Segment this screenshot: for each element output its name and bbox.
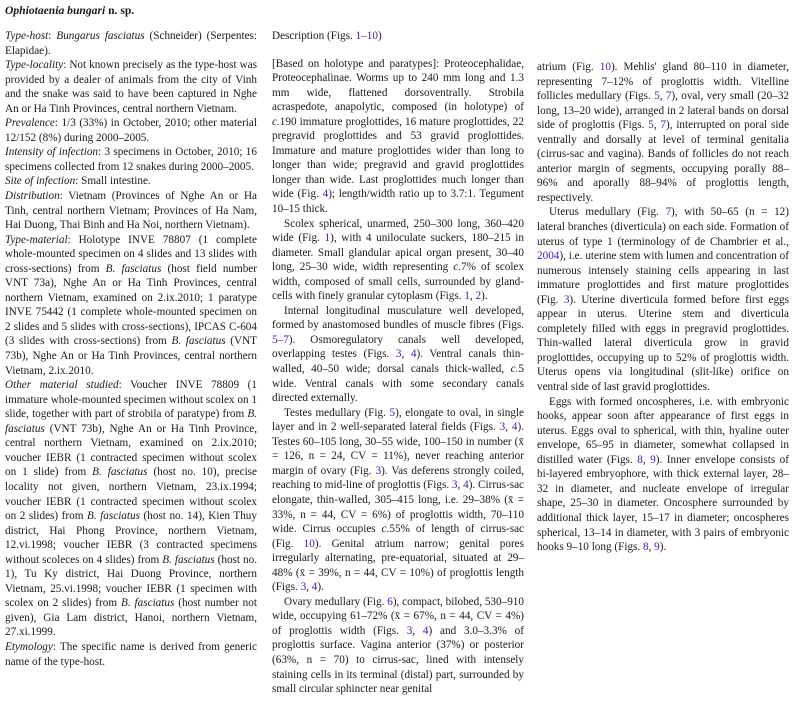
new-species-label: n. sp. bbox=[108, 4, 135, 17]
distribution-field bbox=[5, 189, 257, 233]
description-heading bbox=[272, 29, 524, 44]
field-text: : 1/3 (33%) in October, 2010; other material 12/152 (8%) during 2000–2005. bbox=[5, 117, 257, 144]
field-text: (host no. 10), precise locality not given, northern Vietnam, 23.ix.1994; voucher IEBR (1 contracted specimen without scolex on 2 slides) from bbox=[5, 466, 257, 523]
figure-link[interactable]: 10 bbox=[599, 61, 611, 73]
host-name: B. fasciatus bbox=[162, 553, 215, 566]
field-label: Other material studied bbox=[5, 379, 119, 392]
figure-link[interactable]: 3 bbox=[375, 464, 382, 477]
uterus-paragraph bbox=[537, 205, 789, 394]
field-label: Etymology bbox=[5, 640, 53, 653]
circa-abbrev: c. bbox=[272, 115, 280, 128]
figure-link[interactable]: 4 bbox=[511, 421, 518, 434]
paragraph-text: ). Genital atrium narrow; genital pores irregularly alternating, pre-equatorial, situated at 29–48% (x̄ = 39%, n = 44, CV = 10%) of proglottis length (Figs. bbox=[272, 537, 524, 594]
paragraph-text: 5 wide. Ventral canals with some secondary canals directed externally. bbox=[272, 363, 524, 405]
scolex-paragraph: Scolex spherical, unarmed, 250–300 long, 360–420 wide (Fig. 1), with 4 uniloculate suckers, 180–215 in diameter. Small glandular apical organ present, 30–40 long, 25–30 wide, width representing c.7% of scolex width, composed of small cells, surrounded by gland-cells with finely granular cytoplasm (Figs. 1, 2). bbox=[272, 217, 524, 303]
heading-text: Description (Figs. bbox=[272, 30, 356, 42]
figure-link[interactable]: 1 bbox=[324, 232, 331, 245]
heading-text: ) bbox=[377, 30, 382, 42]
ovary-paragraph: Ovary medullary (Fig. 6), compact, bilobed, 530–910 wide, occupying 61–72% (x̄ = 67%, n = 44, CV = 4%) of proglottis width (Figs. 3, 4) and 3.0–3.3% of proglottis surface. Vagina anterior (37%) or posterior (63%, n = 70) to cirrus-sac, lined with intensely staining cells in its terminal (distal) part, surrounded by small circular sphincter near genital bbox=[272, 595, 524, 696]
figure-link[interactable]: 5 bbox=[654, 90, 660, 103]
paragraph-text: ). Uterine diverticula formed before first eggs appear in uterus. Uterine stem and diverticula completely filled with eggs in pregravid proglottides. Thin-walled lateral diverticula grow in gravid proglottides, occupying up to 52% of proglottis width. Uterus opens via longitudinal (slit-like) orifice on ventral side of last gravid proglottides. bbox=[537, 293, 789, 394]
type-material-field bbox=[5, 233, 257, 378]
citation-link[interactable]: 2004 bbox=[537, 250, 560, 263]
field-text: : Voucher INVE 78809 (1 immature whole-mounted specimen without scolex on 1 slide, together with part of strobila of paratype) from bbox=[5, 379, 257, 421]
host-name: B. fasciatus bbox=[86, 510, 140, 523]
type-host-field: Type-host: Bungarus fasciatus (Schneider) (Serpentes: Elapidae). bbox=[5, 30, 257, 57]
figure-link[interactable]: 4 bbox=[422, 624, 429, 637]
eggs-paragraph: Eggs with formed oncospheres, i.e. with embryonic hooks, appear soon after appearance of first eggs in uterus. Eggs oval to spherical, with thin, hyaline outer envelope, 65–95 in diameter, somewhat collapsed in distilled water (Figs. 8, 9). Inner envelope consists of bi-layered embryophore, with thick external layer, 28–32 in diameter, and nucleate envelope of irregular shape, 25–30 in diameter. Oncosphere surrounded by additional thick layer, 15–17 in diameter; oncospheres spherical, 13–14 in diameter, with 3 pairs of embryonic hooks 9–10 long (Figs. 8, 9). bbox=[537, 395, 789, 554]
field-text: (host no. 14), Kien Thuy district, Hai Phong Province, northern Vietnam, 12.vi.1998; voucher IEBR (3 contracted specimens without scoleces on 4 slides) from bbox=[5, 510, 257, 566]
paragraph-text: ), elongate to oval, in single layer and in 2 well-separated lateral fields (Figs. bbox=[272, 406, 524, 434]
field-label: Site of infection bbox=[5, 175, 76, 188]
paragraph-text: ). Ventral canals thin-walled, 40–50 wide; dorsal canals thick-walled, bbox=[272, 348, 525, 376]
paragraph-text: 190 immature proglottides, 16 mature proglottides, 22 pregravid proglottides and 53 gravid proglottides. Immature and mature proglottides wider than long to longer than wide; pregravid and gravid proglottides longer than wide. Last proglottides much longer than wide (Fig. bbox=[272, 115, 524, 201]
paragraph-text: ) and 3.0–3.3% of proglottis surface. Vagina anterior (37%) or posterior (63%, n = 70) to cirrus-sac, lined with intensely staining cells in its terminal (distal) part, surrounded by small circular sphincter near genital bbox=[272, 624, 524, 696]
circa-abbrev: c. bbox=[381, 523, 390, 536]
paragraph-text: Internal longitudinal musculature well developed, formed by anastomosed bundles of muscle fibres (Figs. bbox=[272, 304, 524, 332]
species-title bbox=[5, 4, 134, 17]
type-locality-field bbox=[5, 58, 257, 116]
field-text: : 3 specimens in October, 2010; 16 specimens collected from 12 snakes during 2000–2005. bbox=[5, 146, 257, 173]
host-name: B. fasciatus bbox=[171, 335, 226, 348]
figure-link[interactable]: 7 bbox=[665, 90, 672, 103]
figure-link[interactable]: 4 bbox=[322, 188, 329, 201]
figure-link[interactable]: 3 bbox=[563, 293, 570, 306]
paragraph-text: ). Testes 60–105 long, 30–55 wide, 100–150 in number (x̄ = 126, n = 24, CV = 11%), never reaching anterior margin of ovary (Fig. bbox=[272, 421, 524, 477]
field-text: (VNT 73b), Nghe An or Ha Tinh Provinces, central northern Vietnam, 2.ix.2010. bbox=[5, 335, 257, 377]
host-name: Bungarus fasciatus bbox=[56, 30, 145, 42]
paragraph-text: Eggs with formed oncospheres, i.e. with embryonic hooks, appear soon after appearance of first eggs in uterus. Eggs oval to spherical, with thin, hyaline outer envelope, 65–95 in diameter, somewhat collapsed in distilled water (Figs. bbox=[537, 395, 789, 466]
paragraph-text: ), with 50–65 (n = 12) lateral branches (diverticula) on each side. Formation of uterus of type 1 (terminology of de Chambrier et al., bbox=[537, 206, 789, 248]
figure-link[interactable]: 3 bbox=[499, 421, 506, 434]
paragraph-text: Uterus medullary (Fig. bbox=[549, 206, 666, 219]
paragraph-text: ). bbox=[659, 541, 667, 554]
figure-link[interactable]: 8 bbox=[637, 453, 643, 466]
paragraph-text: Ovary medullary (Fig. bbox=[284, 595, 388, 608]
field-label: Type-host bbox=[5, 30, 49, 42]
field-text: (host no. 1), Tu Ky district, Hai Duong Province, northern Vietnam, 25.vi.1998; voucher IEBR (1 specimen with scolex on 2 slides) from bbox=[5, 553, 258, 610]
figure-link[interactable]: 1 bbox=[464, 290, 470, 303]
figure-link[interactable]: 5 bbox=[648, 119, 654, 132]
paragraph-text: Scolex spherical, unarmed, 250–300 long, 360–420 wide (Fig. bbox=[272, 217, 524, 245]
field-label: Prevalence bbox=[5, 117, 55, 130]
middle-column bbox=[272, 29, 524, 697]
field-label: Type-material bbox=[5, 233, 68, 246]
paragraph-text: ). bbox=[317, 581, 324, 594]
figure-link[interactable]: 3 bbox=[406, 624, 413, 637]
figure-link[interactable]: 8 bbox=[642, 541, 649, 554]
species-name: Ophiotaenia bungari bbox=[5, 4, 106, 17]
paragraph-text: ), interrupted on poral side ventrally and dorsally at level of terminal genitalia (cirrus-sac and vagina). Bands of follicles do not reach anterior margin of segments, occupying porally 88–96% and aporally 88–94% of proglottis length, respectively. bbox=[537, 119, 789, 204]
field-text: (host number not given), Gia Lam district, Hanoi, northern Vietnam, 27.xi.1999. bbox=[5, 597, 257, 639]
figure-link[interactable]: 5 bbox=[389, 406, 396, 419]
field-text: : The specific name is derived from generic name of the type-host. bbox=[5, 640, 257, 668]
left-column bbox=[5, 29, 257, 669]
circa-abbrev: c. bbox=[510, 363, 519, 376]
paragraph-text: ). Cirrus-sac elongate, thin-walled, 305–415 long, i.e. 29–38% (x̄ = 33%, n = 44, CV = 6%) of proglottis width, 70–110 wide. Cirrus occupies bbox=[272, 479, 525, 536]
figure-link[interactable]: 9 bbox=[654, 541, 660, 554]
paragraph-text: ), with 4 uniloculate suckers, 180–215 in diameter. Small glandular apical organ present, 30–40 long, 25–30 wide, width representing bbox=[272, 232, 524, 274]
musculature-paragraph: Internal longitudinal musculature well developed, formed by anastomosed bundles of muscle fibres (Figs. 5–7). Osmoregulatory canals well developed, overlapping testes (Figs. 3, 4). Ventral canals thin-walled, 40–50 wide; dorsal canals thick-walled, c.5 wide. Ventral canals with some secondary canals directed externally. bbox=[272, 304, 525, 405]
paragraph-text: 55% of length of cirrus-sac (Fig. bbox=[272, 523, 525, 550]
paragraph-text: ). Inner envelope consists of bi-layered embryophore, with thick external layer, 28–32 in diameter, and nucleate envelope of irregular shape, 25–30 in diameter. Oncosphere surrounded by additional thick layer, 15–17 in diameter; oncospheres spherical, 13–14 in diameter, with 3 pairs of embryonic hooks 9–10 long (Figs. bbox=[537, 453, 789, 554]
paragraph-text: Testes medullary (Fig. bbox=[284, 406, 390, 419]
field-label: Type-locality bbox=[5, 59, 64, 72]
paragraph-text: atrium (Fig. bbox=[537, 61, 600, 73]
host-name: B. fasciatus bbox=[92, 466, 148, 479]
field-text: (VNT 73b), Nghe An or Ha Tinh Province, central northern Vietnam, examined on 2.ix.2010; voucher IEBR (1 contracted specimen without scolex on 1 slide) from bbox=[5, 422, 257, 479]
paragraph-text: ). Vas deferens strongly coiled, reaching to mid-line of proglottis (Figs. bbox=[272, 464, 524, 492]
figure-link[interactable]: 1–10 bbox=[355, 30, 378, 42]
paragraph-text: ), compact, bilobed, 530–910 wide, occupying 61–72% (x̄ = 67%, n = 44, CV = 4%) of proglottis width (Figs. bbox=[272, 595, 524, 637]
figure-link[interactable]: 4 bbox=[410, 348, 417, 361]
figure-link[interactable]: 2 bbox=[475, 290, 482, 303]
field-label: Distribution bbox=[5, 190, 60, 203]
etymology-field bbox=[5, 640, 257, 669]
field-text: : Holotype INVE 78807 (1 complete whole-mounted specimen on 4 slides and 13 slides with cross-sections) from bbox=[5, 233, 257, 275]
host-name: B. fasciatus bbox=[105, 262, 162, 275]
description-paragraph-1 bbox=[272, 57, 524, 217]
figure-link[interactable]: 9 bbox=[650, 453, 656, 466]
figure-link[interactable]: 5–7 bbox=[272, 333, 289, 346]
paragraph-text: 7% of scolex width, composed of small cells, surrounded by gland-cells with finely granular cytoplasm (Figs. bbox=[272, 261, 524, 303]
intensity-field bbox=[5, 145, 257, 174]
paragraph-text: ). bbox=[481, 290, 488, 303]
figure-link[interactable]: 3 bbox=[395, 348, 402, 361]
figure-link[interactable]: 3 bbox=[300, 581, 307, 594]
field-text: : Vietnam (Provinces of Nghe An or Ha Tinh, central northern Vietnam; Provinces of Ha Nam, Hai Duong, Thai Binh and Ha Noi, northern Vietnam). bbox=[5, 190, 257, 232]
figure-link[interactable]: 10 bbox=[303, 537, 315, 550]
paragraph-text: [Based on holotype and paratypes]: Proteocephalidae, Proteocephalinae. Worms up to 240 mm long and 1.3 mm wide, flattened dorsoventrally. Strobila acraspedote, anapolytic, composed (in holotype) of bbox=[272, 57, 524, 114]
paragraph-text: ), oval, very small (20–32 long, 13–20 wide), arranged in 2 lateral bands on dorsal side of proglottis (Figs. bbox=[537, 90, 790, 132]
field-text: : Not known precisely as the type-host was provided by a dealer of animals from the city of Vinh and the snake was said to have been captured in Nghe An or Ha Tinh Provinces, central northern Vietnam. bbox=[5, 59, 257, 115]
field-text: : Small intestine. bbox=[75, 175, 151, 188]
field-text: (host field number VNT 73a), Nghe An or Ha Tinh Provinces, central northern Vietnam, examined on 2.ix.2010; 1 paratype INVE 75442 (1 complete whole-mounted specimen on 2 slides and 5 slides with cross-sections), IPCAS C-604 (3 slides with cross-sections) from bbox=[5, 262, 257, 348]
paragraph-text: ), i.e. uterine stem with lumen and concentration of numerous intensely staining cells appearing in last immature proglottides and first mature proglottides (Fig. bbox=[537, 250, 789, 306]
figure-link[interactable]: 4 bbox=[463, 479, 469, 492]
testes-paragraph: Testes medullary (Fig. 5), elongate to oval, in single layer and in 2 well-separated lateral fields (Figs. 3, 4). Testes 60–105 long, 30–55 wide, 100–150 in number (x̄ = 126, n = 24, CV = 11%), never reaching anterior margin of ovary (Fig. 3). Vas deferens strongly coiled, reaching to mid-line of proglottis (Figs. 3, 4). Cirrus-sac elongate, thin-walled, 305–415 long, i.e. 29–38% (x̄ = 33%, n = 44, CV = 6%) of proglottis width, 70–110 wide. Cirrus occupies c.55% of length of cirrus-sac (Fig. 10). Genital atrium narrow; genital pores irregularly alternating, pre-equatorial, situated at 29–48% (x̄ = 39%, n = 44, CV = 10%) of proglottis length (Figs. 3, 4). bbox=[272, 406, 525, 594]
figure-link[interactable]: 7 bbox=[665, 206, 672, 219]
figure-link[interactable]: 4 bbox=[311, 581, 318, 594]
paragraph-text: ). Osmoregulatory canals well developed, overlapping testes (Figs. bbox=[272, 333, 524, 361]
host-name: B. fasciatus bbox=[5, 408, 257, 435]
prevalence-field bbox=[5, 116, 257, 145]
circa-abbrev: c. bbox=[453, 261, 462, 274]
vitelline-paragraph: atrium (Fig. 10). Mehlis' gland 80–110 in diameter, representing 7–12% of proglottis width. Vitelline follicles medullary (Figs. 5, 7), oval, very small (20–32 long, 13–20 wide), arranged in 2 lateral bands on dorsal side of proglottis (Figs. 5, 7), interrupted on poral side ventrally and dorsally at level of terminal genitalia (cirrus-sac and vagina). Bands of follicles do not reach anterior margin of segments, occupying porally 88–96% and aporally 88–94% of proglottis length, respectively. bbox=[537, 61, 790, 204]
figure-link[interactable]: 7 bbox=[660, 119, 666, 132]
right-column bbox=[537, 60, 789, 555]
field-label: Intensity of infection bbox=[5, 146, 99, 159]
host-name: B. fasciatus bbox=[120, 597, 175, 610]
figure-link[interactable]: 6 bbox=[387, 595, 393, 608]
figure-link[interactable]: 3 bbox=[451, 479, 458, 492]
paragraph-text: ). Mehlis' gland 80–110 in diameter, representing 7–12% of proglottis width. Vitelline follicles medullary (Figs. bbox=[537, 61, 789, 103]
other-material-field bbox=[5, 378, 257, 640]
field-text: (Schneider) (Serpentes: Elapidae). bbox=[5, 30, 257, 57]
paragraph-text: ); length/width ratio up to 3.7:1. Tegument 10–15 thick. bbox=[272, 188, 524, 216]
site-field bbox=[5, 174, 257, 189]
